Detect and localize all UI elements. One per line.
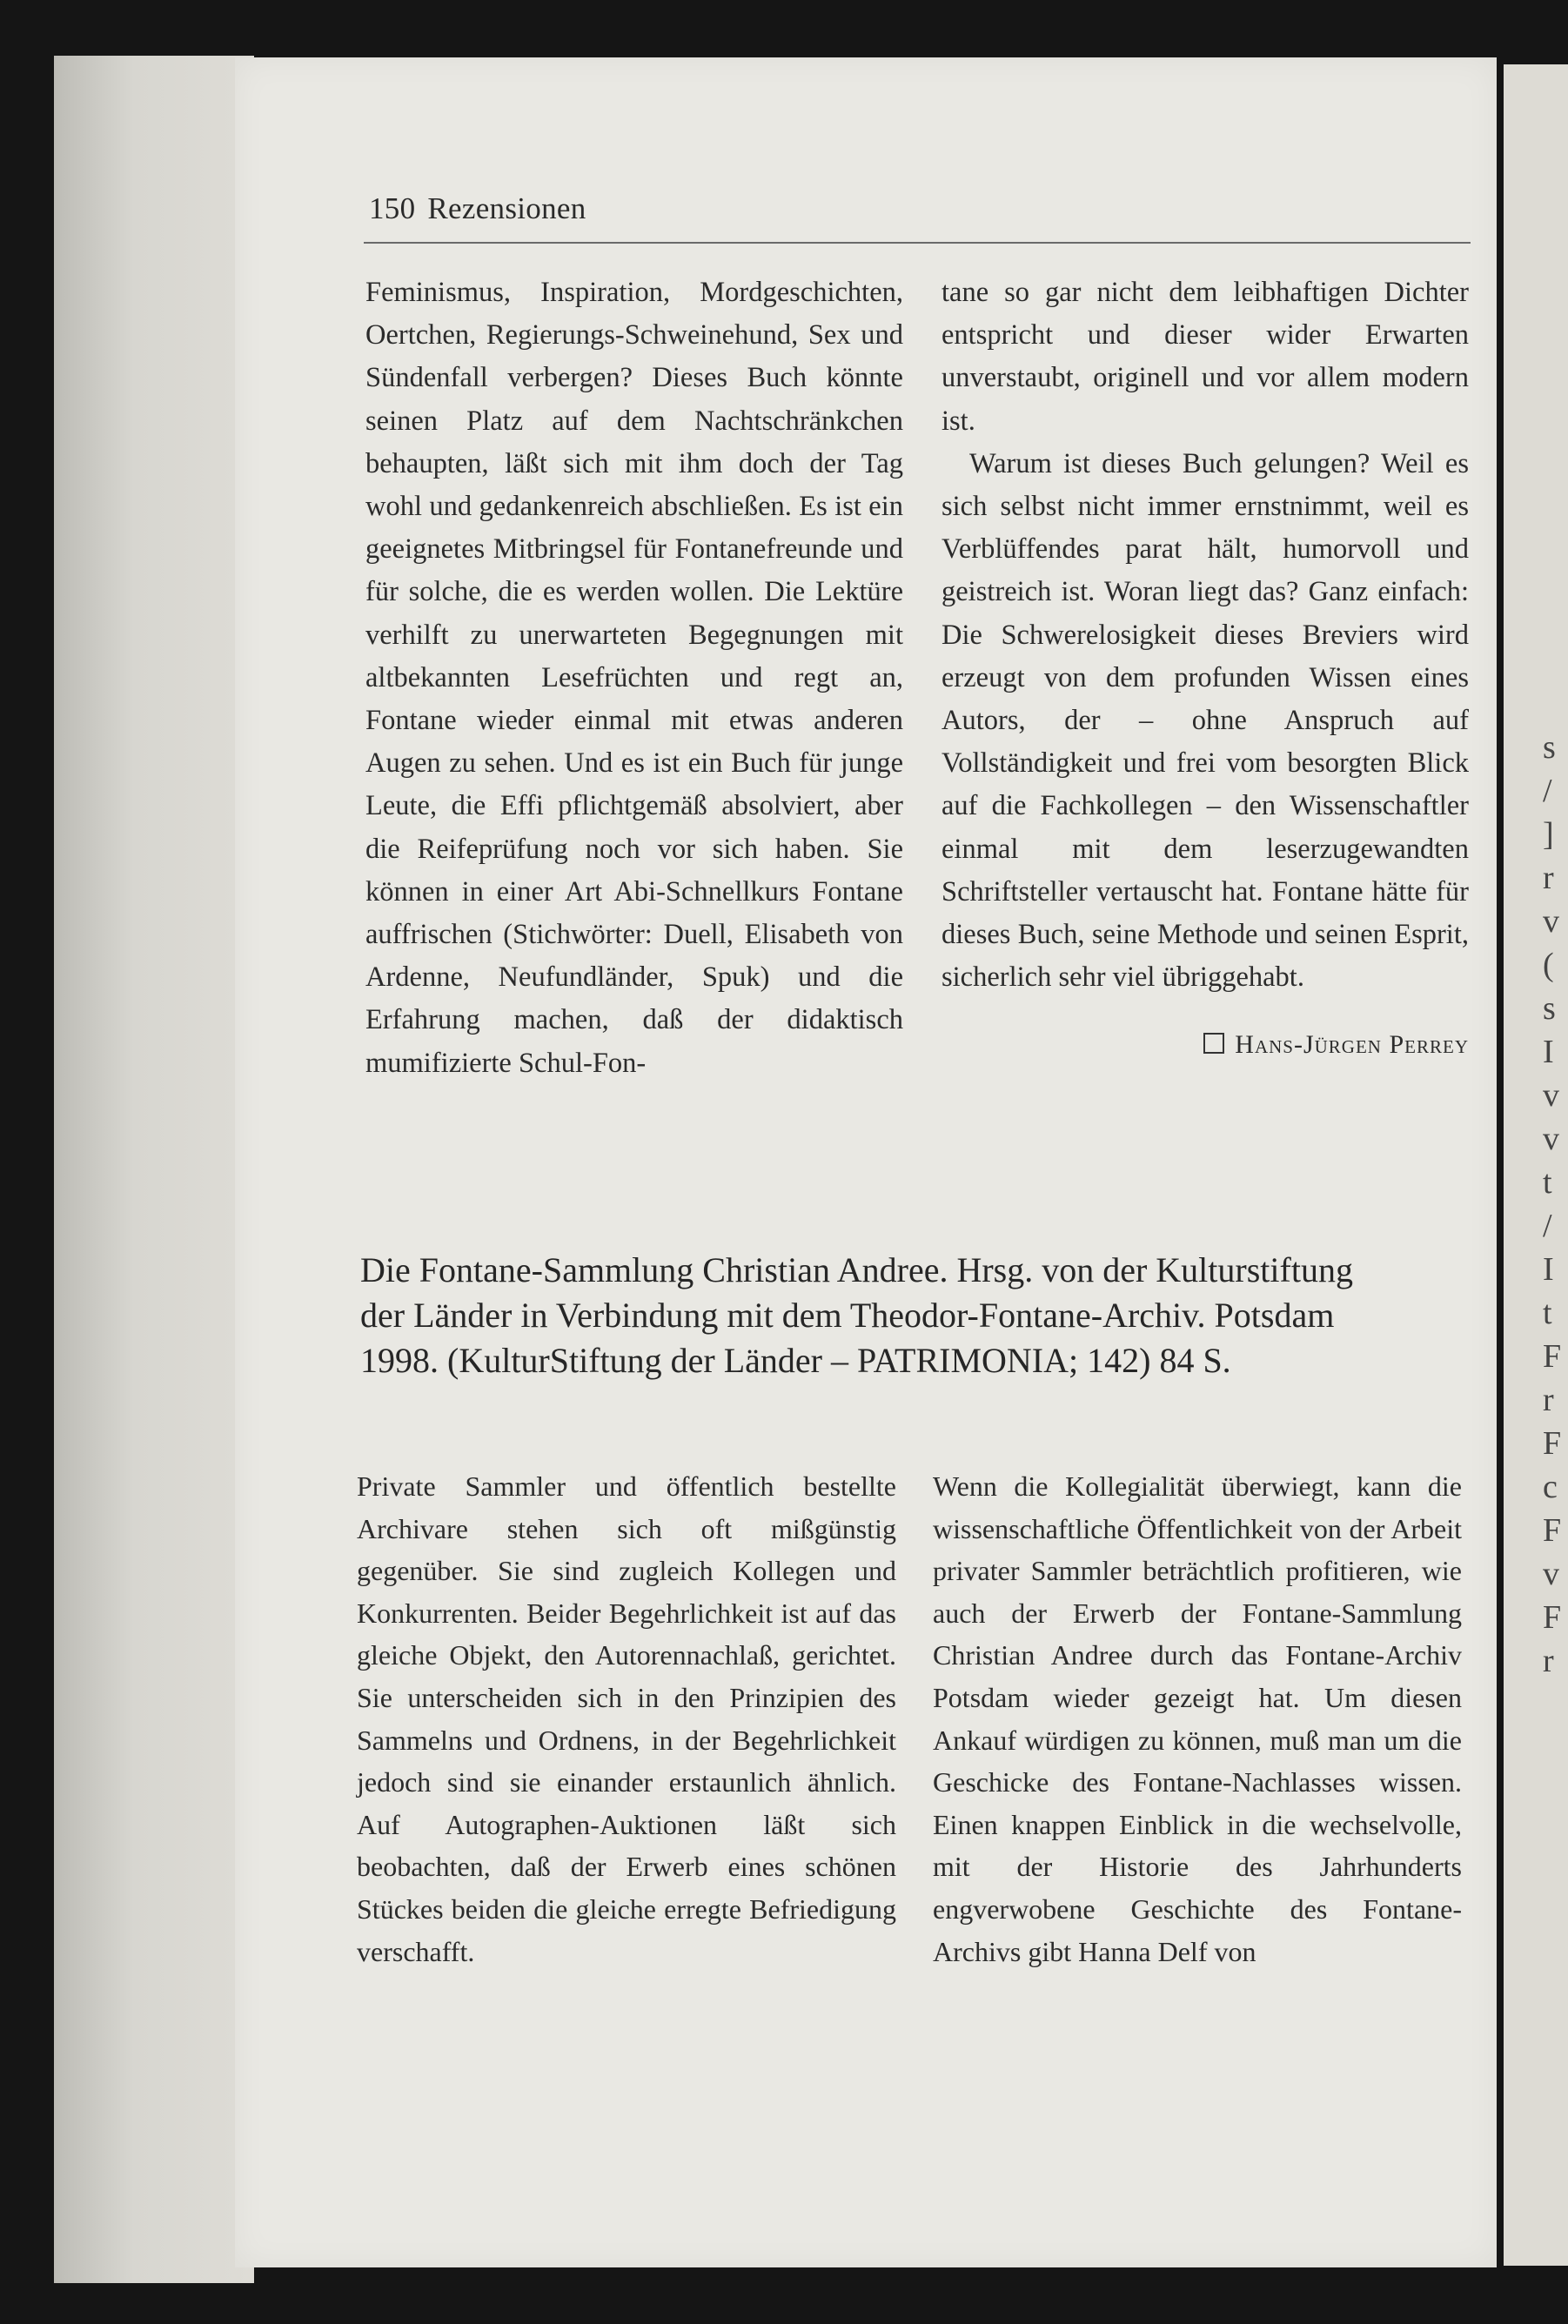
review-heading (360, 1248, 1474, 1383)
facing-page-letters (1543, 726, 1568, 1683)
heading-line: 1998. (KulturStiftung der Länder – PATRIMONIA; 142) 84 S. (360, 1341, 1231, 1380)
edge-letter: ( (1543, 947, 1554, 983)
edge-letter: v (1543, 903, 1559, 940)
header-rule (364, 242, 1471, 244)
edge-letter: I (1543, 1034, 1554, 1070)
edge-letter: / (1543, 1208, 1552, 1244)
review-top-left-column (365, 271, 903, 1085)
running-head (369, 191, 586, 226)
review-top-right-column (941, 271, 1469, 1067)
paragraph: Feminismus, Inspiration, Mordgeschichten, Oertchen, Regierungs-Schweinehund, Sex und Sündenfall verbergen? Dieses Buch könnte seinen Platz auf dem Nachtschränkchen behaupten, läßt sich mit ihm doch der Tag wohl und gedankenreich abschließen. Es ist ein geeignetes Mitbringsel für Fontanefreunde und für solche, die es werden wollen. Die Lektüre verhilft zu unerwarteten Begegnungen mit altbekannten Lesefrüchten und regt an, Fontane wieder einmal mit etwas anderen Augen zu sehen. Und es ist ein Buch für junge Leute, die Effi pflichtgemäß absolviert, aber die Reifeprüfung noch vor sich haben. Sie können in einer Art Abi-Schnellkurs Fontane auffrischen (Stichwörter: Duell, Elisabeth von Ardenne, Neufundländer, Spuk) und die Erfahrung machen, daß der didaktisch mumifizierte Schul-Fon- (365, 277, 903, 1079)
edge-letter: r (1543, 1643, 1554, 1679)
heading-line: Die Fontane-Sammlung Christian Andree. Hrsg. von der Kulturstiftung (360, 1250, 1353, 1289)
review-bottom-left-column (357, 1465, 896, 1972)
paragraph: Wenn die Kollegialität überwiegt, kann die wissenschaftliche Öffentlichkeit von der Arbeit privater Sammler beträchtlich profitieren, wie auch der Erwerb der Fontane-Sammlung Christian Andree durch das Fontane-Archiv Potsdam wieder gezeigt hat. Um diesen Ankauf würdigen zu können, muß man um die Geschicke des Fontane-Nachlasses wissen. Einen knappen Einblick in die wechselvolle, mit der Historie des Jahrhunderts engverwobene Geschichte des Fontane-Archivs gibt Hanna Delf von (933, 1470, 1462, 1967)
facing-page-edge (1504, 64, 1568, 2266)
section-title: Rezensionen (427, 191, 586, 225)
reviewer-signature (941, 1023, 1469, 1066)
edge-letter: v (1543, 1121, 1559, 1157)
reviewer-name: Hans-Jürgen Perrey (1235, 1030, 1469, 1060)
edge-letter: F (1543, 1512, 1562, 1549)
paragraph: Private Sammler und öffentlich bestellte Archivare stehen sich oft mißgünstig gegenüber. Sie sind zugleich Kollegen und Konkurrenten. Beider Begehrlichkeit ist auf das gleiche Objekt, den Autorennachlaß, gerichtet. Sie unterscheiden sich in den Prinzipien des Sammelns und Ordnens, in der Begehrlichkeit jedoch sind sie einander erstaunlich ähnlich. Auf Autographen-Auktionen läßt sich beobachten, daß der Erwerb eines schönen Stückes beiden die gleiche erregte Befriedigung verschafft. (357, 1470, 896, 1967)
edge-letter: c (1543, 1469, 1558, 1505)
edge-letter: F (1543, 1338, 1562, 1375)
page-number: 150 (369, 191, 416, 225)
review-bottom-right-column (933, 1465, 1462, 1972)
edge-letter: t (1543, 1164, 1552, 1201)
edge-letter: F (1543, 1599, 1562, 1636)
square-icon (1203, 1033, 1224, 1054)
paragraph: Warum ist dieses Buch gelungen? Weil es sich selbst nicht immer ernstnimmt, weil es Verblüffendes parat hält, humorvoll und geistreich ist. Woran liegt das? Ganz einfach: Die Schwerelosigkeit dieses Breviers wird erzeugt von dem profunden Wissen eines Autors, der – ohne Anspruch auf Vollständigkeit und frei vom besorgten Blick auf die Fachkollegen – den Wissenschaftler einmal mit dem leserzugewandten Schriftsteller vertauscht hat. Fontane hätte für dieses Buch, seine Methode und seinen Esprit, sicherlich sehr viel übriggehabt. (941, 447, 1469, 994)
edge-letter: v (1543, 1556, 1559, 1592)
edge-letter: v (1543, 1077, 1559, 1114)
heading-line: der Länder in Verbindung mit dem Theodor-Fontane-Archiv. Potsdam (360, 1296, 1335, 1335)
edge-letter: I (1543, 1251, 1554, 1288)
page-stack-edge (54, 56, 254, 2283)
edge-letter: s (1543, 990, 1556, 1027)
edge-letter: s (1543, 729, 1556, 766)
edge-letter: / (1543, 773, 1552, 809)
paragraph: tane so gar nicht dem leibhaftigen Dichter entspricht und dieser wider Erwarten unverstaubt, originell und vor allem modern ist. (941, 277, 1469, 437)
edge-letter: r (1543, 1382, 1554, 1418)
edge-letter: r (1543, 860, 1554, 896)
edge-letter: t (1543, 1295, 1552, 1331)
edge-letter: ] (1543, 816, 1554, 853)
edge-letter: F (1543, 1425, 1562, 1462)
